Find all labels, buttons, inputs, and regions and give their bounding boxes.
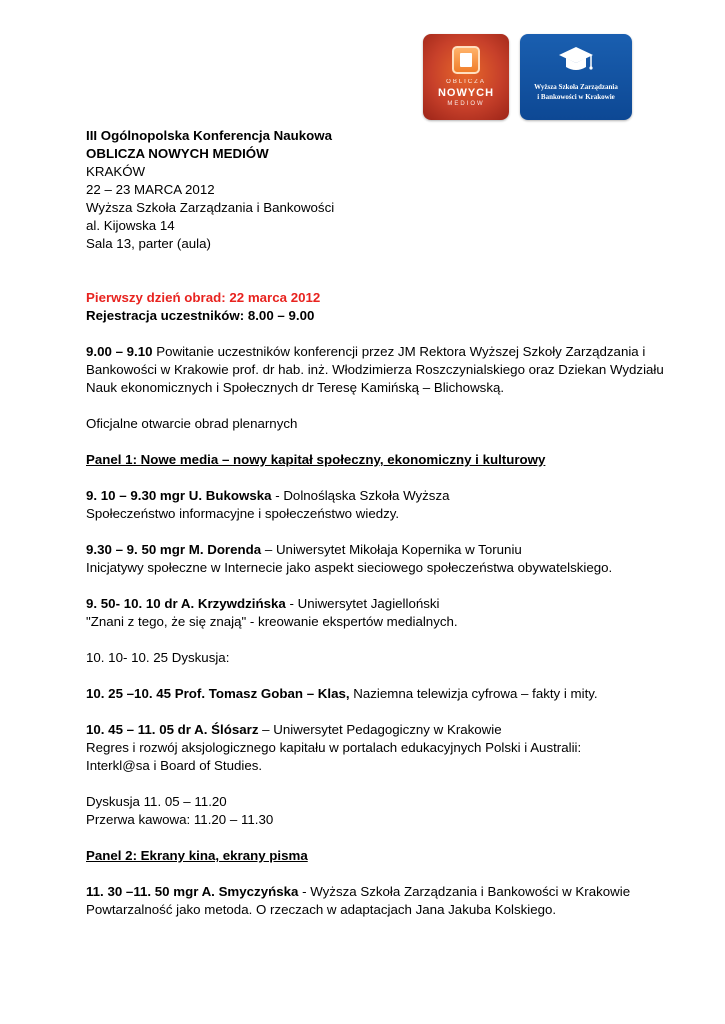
- panel1-heading: Panel 1: Nowe media – nowy kapitał społeczny, ekonomiczny i kulturowy: [86, 452, 546, 467]
- panel2-heading: Panel 2: Ekrany kina, ekrany pisma: [86, 848, 308, 863]
- logo-school-line-2: i Bankowości w Krakowie: [537, 93, 615, 101]
- document-body: [86, 127, 676, 919]
- panel1-item-1-topic: Społeczeństwo informacyjne i społeczeństwo wiedzy.: [86, 506, 400, 521]
- panel1-item-3-speaker-line: [86, 595, 676, 613]
- coffee-break: Przerwa kawowa: 11.20 – 11.30: [86, 812, 274, 827]
- conference-school: Wyższa Szkoła Zarządzania i Bankowości: [86, 200, 335, 215]
- speaker: 9. 50- 10. 10 dr A. Krzywdzińska: [86, 596, 286, 611]
- graduation-cap-icon: [558, 45, 594, 75]
- wszib-logo: [520, 34, 632, 120]
- official-opening: Oficjalne otwarcie obrad plenarnych: [86, 416, 298, 431]
- conference-title: III Ogólnopolska Konferencja Naukowa: [86, 128, 333, 143]
- discussion-2: Dyskusja 11. 05 – 11.20: [86, 794, 227, 809]
- oblicza-nowych-mediow-logo: [423, 34, 509, 120]
- panel1-item-3-topic: "Znani z tego, że się znają" - kreowanie ekspertów medialnych.: [86, 614, 458, 629]
- opening-text: Powitanie uczestników konferencji przez JM Rektora Wyższej Szkoły Zarządzania i Bankowości w Krakowie prof. dr hab. inż. Włodzimierza Roszczynialskiego oraz Dziekan Wydziału Nauk ekonomicznych i Społecznych dr Teresę Kamińską – Blichowską.: [86, 344, 664, 395]
- conference-address: al. Kijowska 14: [86, 218, 175, 233]
- panel2-item-1-topic: Powtarzalność jako metoda. O rzeczach w adaptacjach Jana Jakuba Kolskiego.: [86, 902, 557, 917]
- panel2-item-1-speaker-line: [86, 883, 676, 901]
- speaker: 10. 45 – 11. 05 dr A. Ślósarz: [86, 722, 259, 737]
- conference-city: KRAKÓW: [86, 164, 146, 179]
- slosarz-speaker-line: [86, 721, 676, 739]
- speaker: 9.30 – 9. 50 mgr M. Dorenda: [86, 542, 262, 557]
- topic: Naziemna telewizja cyfrowa – fakty i mity.: [349, 686, 598, 701]
- opening-time: 9.00 – 9.10: [86, 344, 153, 359]
- speaker: 11. 30 –11. 50 mgr A. Smyczyńska: [86, 884, 299, 899]
- conference-subtitle: OBLICZA NOWYCH MEDIÓW: [86, 146, 269, 161]
- affiliation: – Uniwersytet Pedagogiczny w Krakowie: [258, 722, 502, 737]
- affiliation: - Uniwersytet Jagielloński: [285, 596, 440, 611]
- panel1-item-2-topic: Inicjatywy społeczne w Internecie jako aspekt sieciowego społeczeństwa obywatelskiego.: [86, 560, 613, 575]
- affiliation: – Uniwersytet Mikołaja Kopernika w Toruniu: [261, 542, 522, 557]
- slosarz-topic-2: Interkl@sa i Board of Studies.: [86, 758, 263, 773]
- speaker: 9. 10 – 9.30 mgr U. Bukowska: [86, 488, 272, 503]
- media-icon: [452, 46, 480, 74]
- slosarz-topic-1: Regres i rozwój aksjologicznego kapitału w portalach edukacyjnych Polski i Australii:: [86, 740, 582, 755]
- affiliation: - Wyższa Szkoła Zarządzania i Bankowości w Krakowie: [298, 884, 631, 899]
- panel1-item-1-speaker-line: [86, 487, 676, 505]
- discussion-1: 10. 10- 10. 25 Dyskusja:: [86, 650, 230, 665]
- speaker: 10. 25 –10. 45 Prof. Tomasz Goban – Klas,: [86, 686, 350, 701]
- registration: Rejestracja uczestników: 8.00 – 9.00: [86, 308, 315, 323]
- opening-paragraph: [86, 343, 676, 397]
- logo-text-2: NOWYCH: [437, 87, 495, 99]
- panel1-item-2-speaker-line: [86, 541, 676, 559]
- logo-text-1: OBLICZA: [446, 79, 486, 85]
- conference-room: Sala 13, parter (aula): [86, 236, 211, 251]
- goban-line: [86, 685, 676, 703]
- logo-text-3: MEDIÓW: [447, 101, 485, 107]
- affiliation: - Dolnośląska Szkoła Wyższa: [271, 488, 450, 503]
- conference-dates: 22 – 23 MARCA 2012: [86, 182, 215, 197]
- logo-school-line-1: Wyższa Szkoła Zarządzania: [534, 83, 618, 91]
- day-heading: Pierwszy dzień obrad: 22 marca 2012: [86, 290, 321, 305]
